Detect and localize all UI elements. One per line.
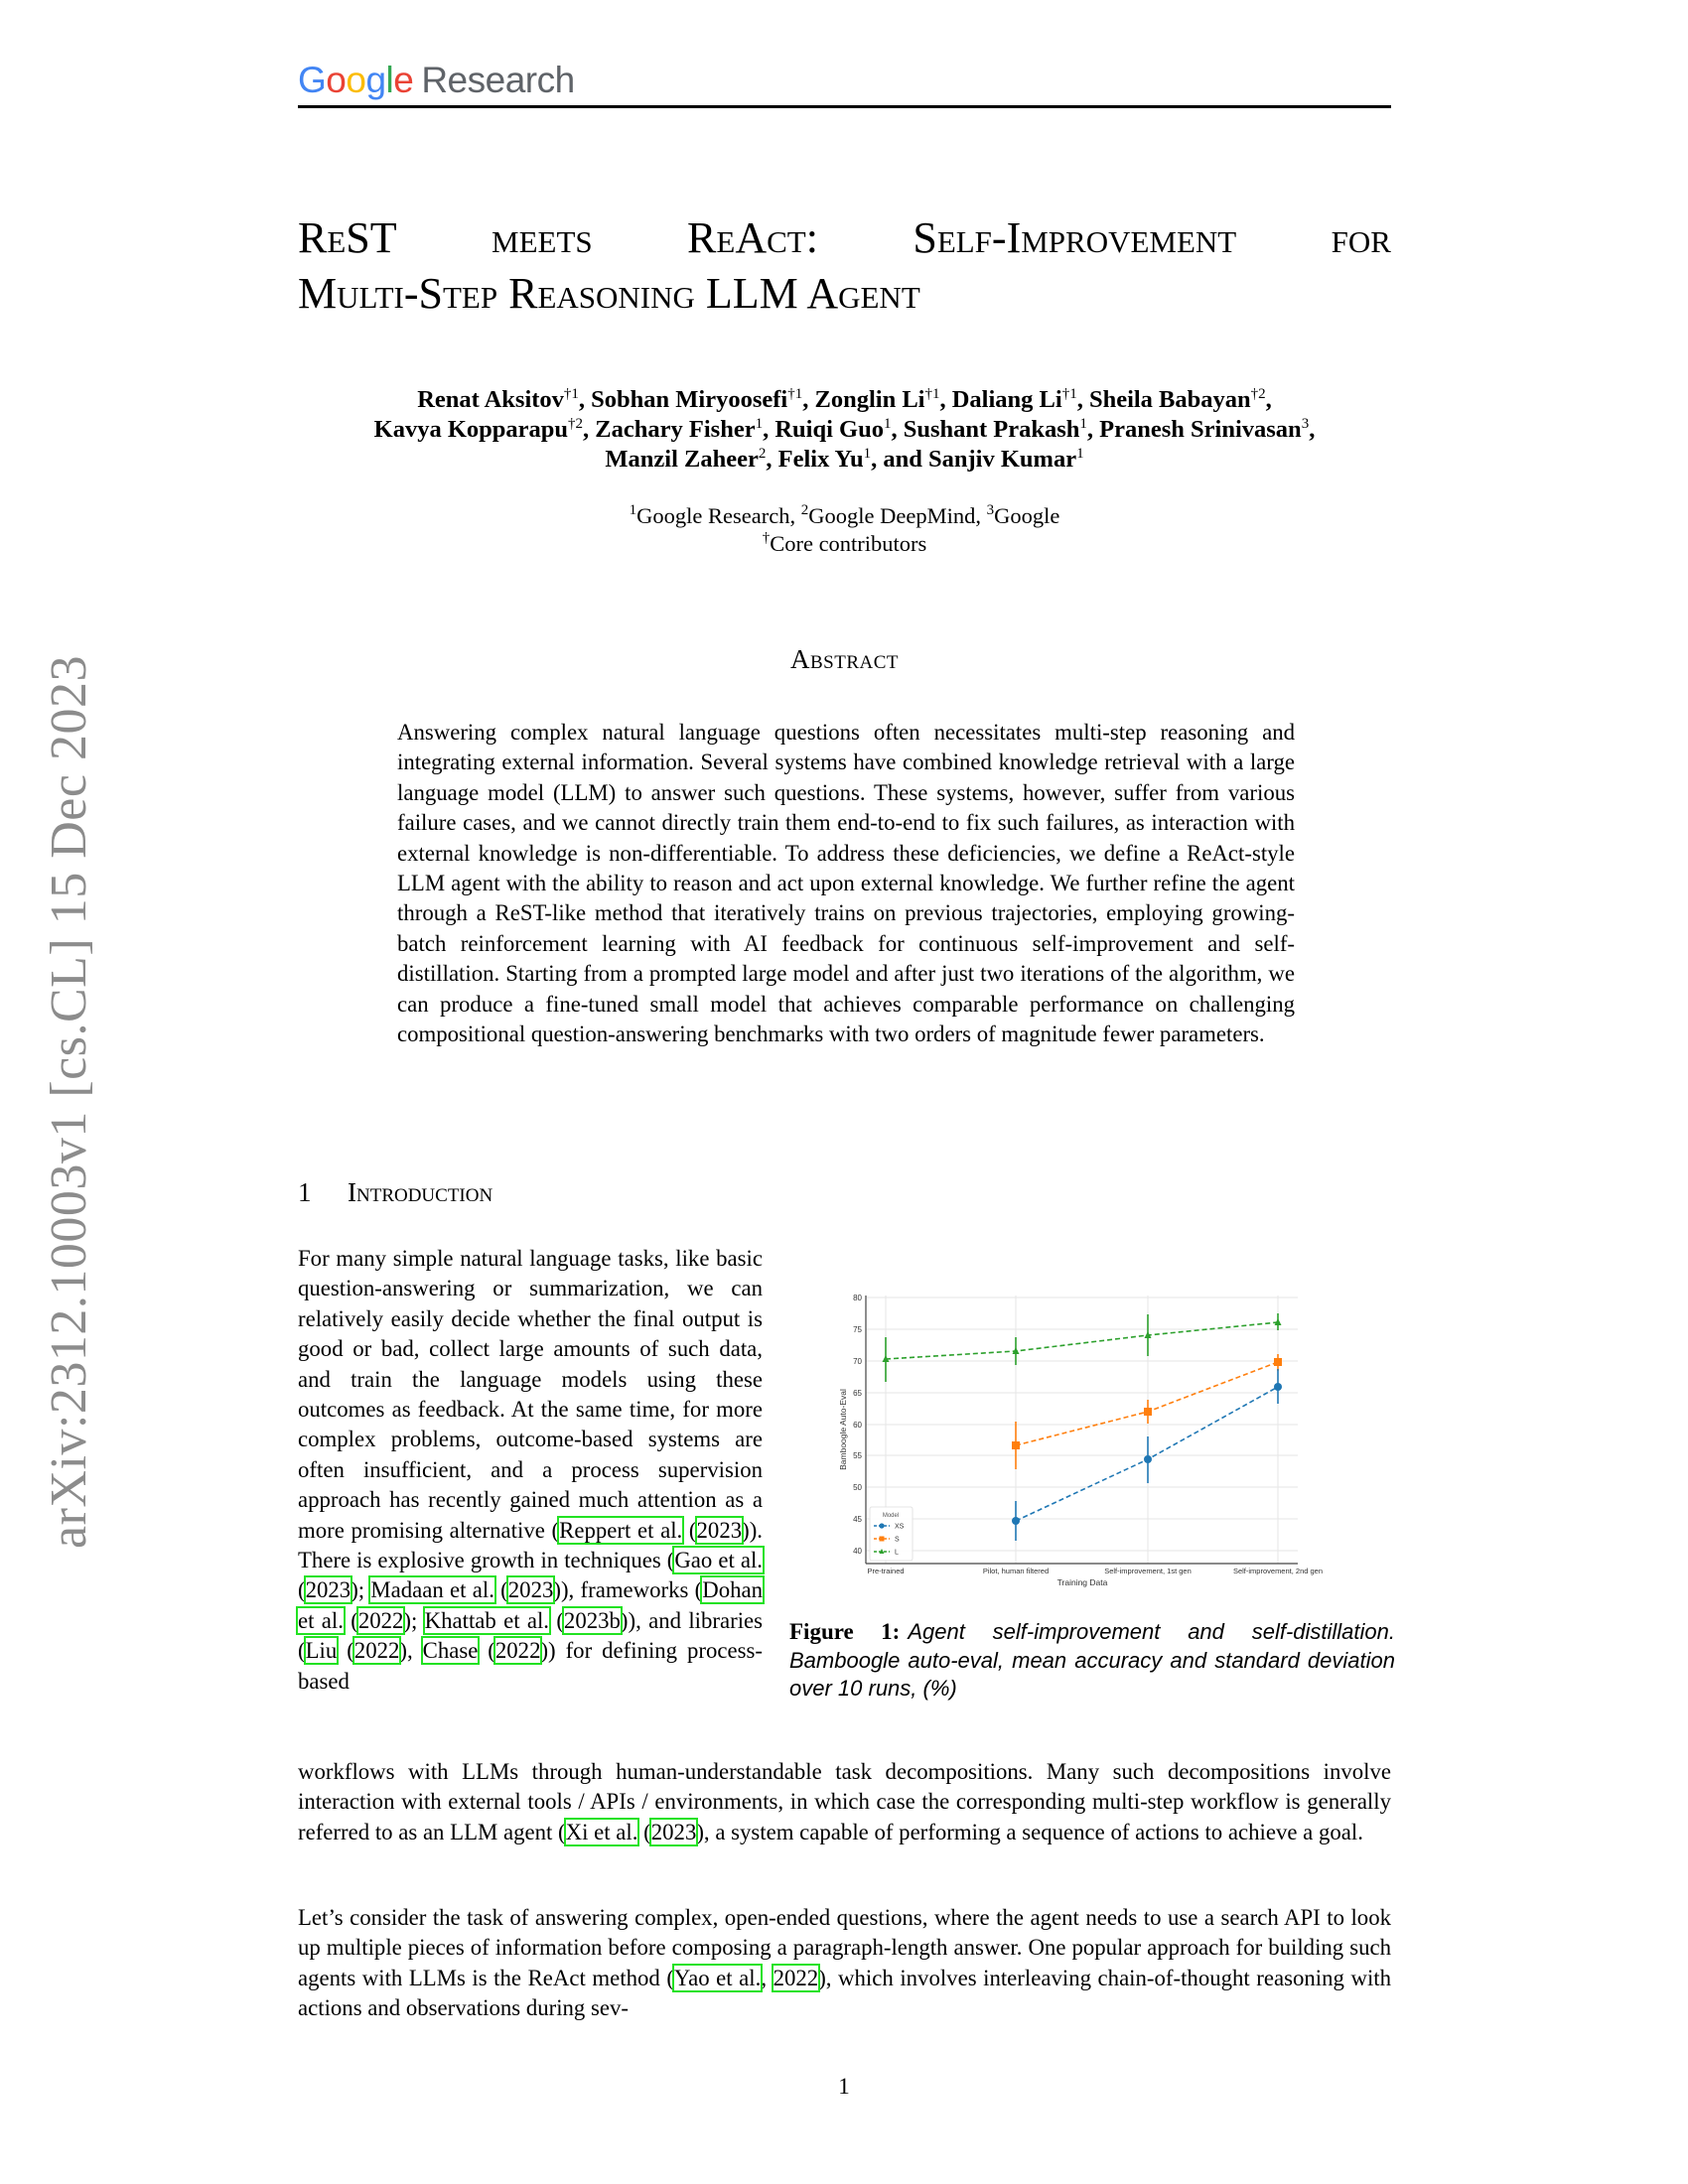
paper-title [298, 210, 1391, 322]
svg-text:Model: Model [882, 1513, 900, 1519]
logo-letter: o [326, 60, 347, 100]
title-word: Self-Improvement [913, 213, 1237, 262]
citation-link[interactable]: Madaan et al. [370, 1577, 494, 1603]
svg-text:60: 60 [853, 1421, 862, 1430]
svg-text:Pre-trained: Pre-trained [867, 1567, 905, 1575]
citation-link[interactable]: Liu [305, 1638, 338, 1664]
title-word: ReAct: [687, 213, 818, 262]
intro-paragraph-1-wrapped: For many simple natural language tasks, like basic question-answering or summarization, we can relatively easily decide whether the final output is good or bad, collect large amounts of such data, and train the language models using these outcomes as feedback. At the same time, for more complex problems, outcome-based systems are often insufficient, and a process supervision approach has recently gained much attention as a more promising alternative (Reppert et al. (2023)). There is explosive growth in techniques (Gao et al. (2023); Madaan et al. (2023)), frameworks (Dohan et al. (2022); Khattab et al. (2023b)), and libraries (Liu (2022), Chase (2022)) for defining process-based [298, 1246, 764, 1694]
author: Renat Aksitov$^{\dagger 1}$ [417, 386, 579, 413]
section-title: Introduction [348, 1177, 493, 1207]
svg-text:S: S [895, 1536, 900, 1544]
citation-link[interactable]: Gao et al. [674, 1548, 763, 1573]
abstract-body: Answering complex natural language questions often necessitates multi-step reasoning and integrating external information. Several systems have combined knowledge retrieval with a large language model (LLM) to answer such questions. These systems, however, suffer from various failure cases, and we cannot directly train them end-to-end to fix such failures, as interaction with external knowledge is non-differentiable. To address these deficiencies, we define a ReAct-style LLM agent with the ability to reason and act upon external knowledge. We further refine the agent through a ReST-like method that iteratively trains on previous trajectories, employing growing-batch reinforcement learning with AI feedback for continuous self-improvement and self-distillation. Starting from a prompted large model and after just two iterations of the algorithm, we can produce a fine-tuned small model that achieves comparable performance on challenging compositional question-answering benchmarks with two orders of magnitude fewer parameters. [397, 720, 1295, 1047]
author: Sanjiv Kumar$^1$ [928, 446, 1084, 473]
y-tick-labels [853, 1294, 862, 1556]
citation-year-link[interactable]: 2022 [353, 1638, 400, 1664]
citation-year-link[interactable]: 2022 [773, 1965, 819, 1990]
svg-text:55: 55 [853, 1451, 862, 1460]
grid-lines [866, 1296, 1298, 1564]
logo-letter: e [393, 60, 414, 100]
svg-text:Self-improvement, 2nd gen: Self-improvement, 2nd gen [1232, 1567, 1324, 1575]
svg-text:75: 75 [853, 1325, 862, 1334]
intro-paragraph-2: Let’s consider the task of answering complex, open-ended questions, where the agent needs to use a search API to look up multiple pieces of information before composing a paragraph-length answer. One popular approach for building such agents with LLMs is the ReAct method (Yao et al., 2022), which involves interleaving chain-of-thought reasoning with actions and observations during sev- [298, 1905, 1392, 2021]
citation-year-link[interactable]: 2022 [357, 1607, 404, 1633]
affiliation: Google Research [636, 503, 790, 528]
svg-text:Self-improvement, 1st gen: Self-improvement, 1st gen [1104, 1567, 1192, 1575]
affiliation: Google [994, 503, 1060, 528]
affiliation: Google DeepMind [808, 503, 976, 528]
affiliation-list: $^1$Google Research, $^2$Google DeepMind, $^3$Google [629, 502, 1060, 528]
abstract-heading: Abstract [789, 644, 900, 674]
svg-text:80: 80 [853, 1294, 862, 1302]
series-s [1012, 1354, 1282, 1469]
google-research-logo [298, 60, 575, 101]
section-number: 1 [298, 1177, 312, 1207]
author: Daliang Li$^{\dagger 1}$ [951, 386, 1077, 413]
citation-link[interactable]: Dohan et al. [298, 1577, 764, 1633]
svg-text:70: 70 [853, 1357, 862, 1366]
author: Zonglin Li$^{\dagger 1}$ [814, 386, 940, 413]
citation-link[interactable]: Xi et al. [565, 1819, 638, 1844]
author: Kavya Kopparapu$^{\dagger 2}$ [373, 416, 584, 443]
svg-text:45: 45 [853, 1515, 862, 1524]
citation-link[interactable]: Khattab et al. [424, 1607, 550, 1633]
x-axis-label: Training Data [1056, 1577, 1108, 1587]
figure-label: Figure 1: [789, 1619, 901, 1644]
citation-year-link[interactable]: 2023 [305, 1577, 352, 1603]
intro-paragraph-1-continued: workflows with LLMs through human-understandable task decompositions. Many such decompositions involve interaction with external tools / APIs / environments, in which case the corresponding multi-step workflow is generally referred to as an LLM agent (Xi et al. (2023), a system capable of performing a sequence of actions to achieve a goal. [298, 1759, 1391, 1844]
title-word: for [1331, 213, 1391, 262]
svg-text:L: L [895, 1549, 899, 1557]
citation-year-link[interactable]: 2023 [650, 1819, 697, 1844]
author: Zachary Fisher$^1$ [595, 416, 764, 443]
author: Manzil Zaheer$^2$ [605, 446, 767, 473]
page-number: 1 [838, 2074, 850, 2099]
core-contributors-note: †Core contributors [762, 530, 927, 556]
svg-text:65: 65 [853, 1389, 862, 1398]
logo-letter: G [298, 60, 327, 100]
figure-caption-text: Agent self-improvement and self-distillation. Bamboogle auto-eval, mean accuracy and standard deviation over 10 runs, (%) [789, 1619, 1395, 1701]
citation-link[interactable]: Reppert et al. [559, 1517, 683, 1543]
axes [866, 1296, 1298, 1564]
author: Sheila Babayan$^{\dagger 2}$ [1088, 386, 1266, 413]
line-chart [824, 1271, 1340, 1598]
section-heading-introduction [298, 1177, 492, 1208]
series-l [883, 1313, 1282, 1382]
author: Pranesh Srinivasan$^3$ [1099, 416, 1310, 443]
header-rule [298, 105, 1391, 108]
citation-year-link[interactable]: 2023 [696, 1517, 743, 1543]
logo-letter: g [365, 60, 386, 100]
author: Sushant Prakash$^1$ [903, 416, 1087, 443]
authors-and: and [883, 446, 922, 473]
author: Ruiqi Guo$^1$ [774, 416, 892, 443]
figure-1-caption [789, 1618, 1395, 1704]
arxiv-identifier-banner: arXiv:2312.10003v1 [cs.CL] 15 Dec 2023 [41, 655, 97, 1549]
citation-link[interactable]: Chase [422, 1638, 479, 1664]
title-line-2: Multi-Step Reasoning LLM Agent [298, 269, 920, 318]
logo-letter: l [385, 60, 394, 100]
citation-link[interactable]: Yao et al. [673, 1965, 762, 1990]
affiliations [298, 502, 1391, 558]
citation-year-link[interactable]: 2023 [507, 1577, 554, 1603]
citation-year-link[interactable]: 2023b [563, 1607, 621, 1633]
author: Sobhan Miryoosefi$^{\dagger 1}$ [591, 386, 803, 413]
figure-1-chart [824, 1271, 1340, 1598]
chart-legend [870, 1507, 913, 1561]
title-word: meets [492, 213, 593, 262]
logo-letter: o [346, 60, 366, 100]
svg-text:40: 40 [853, 1547, 862, 1556]
x-tick-labels [867, 1567, 1323, 1575]
svg-text:XS: XS [895, 1523, 905, 1531]
citation-year-link[interactable]: 2022 [494, 1638, 541, 1664]
y-axis-label: Bamboogle Auto-Eval [838, 1389, 848, 1470]
svg-text:Pilot, human filtered: Pilot, human filtered [982, 1567, 1050, 1575]
svg-text:50: 50 [853, 1483, 862, 1492]
title-word: ReST [298, 213, 397, 262]
author-list: Renat Aksitov$^{\dagger 1}$, Sobhan Miryoosefi$^{\dagger 1}$, Zonglin Li$^{\dagger 1}$, Daliang Li$^{\dagger 1}$, Sheila Babayan$^{\dagger 2}$, Kavya Kopparapu$^{\dagger 2}$, Zachary Fisher$^1$, Ruiqi Guo$^1$, Sushant Prakash$^1$, Pranesh Srinivasan$^3$, Manzil Zaheer$^2$, Felix Yu$^1$, and Sanjiv Kumar$^1$ [373, 386, 1316, 473]
logo-research-text: Research [421, 60, 575, 100]
author: Felix Yu$^1$ [777, 446, 872, 473]
title-line-1 [298, 210, 1391, 266]
